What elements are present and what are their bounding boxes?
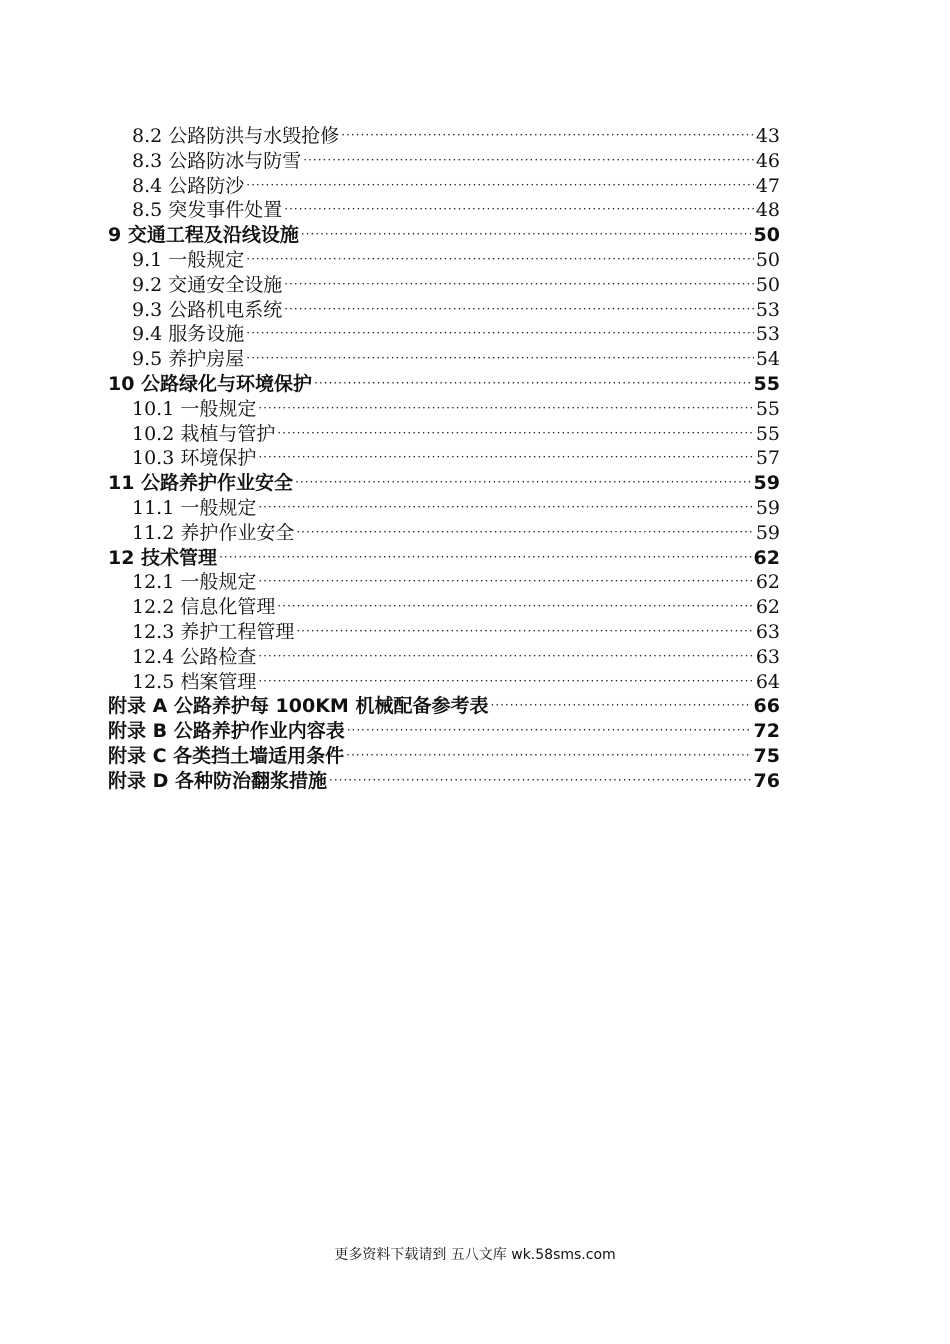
toc-page-number: 63 [755,620,780,643]
toc-leader-dots [303,148,754,173]
toc-entry-title: 12.1 一般规定 [132,571,257,594]
toc-chapter-entry[interactable] [108,546,780,571]
toc-leader-dots [246,247,754,272]
toc-chapter-entry[interactable] [108,223,780,248]
toc-leader-dots [277,594,753,619]
toc-chapter-entry[interactable] [108,769,780,794]
toc-section-entry[interactable] [108,496,780,521]
toc-page-number: 47 [755,174,780,197]
toc-leader-dots [346,743,751,768]
toc-page-number: 55 [755,397,780,420]
toc-page-number: 62 [753,546,780,569]
toc-page-number: 54 [755,348,780,371]
toc-entry-title: 附录 D 各种防治翻浆措施 [108,769,328,792]
toc-entry-title: 11.1 一般规定 [132,496,257,519]
toc-entry-title: 10 公路绿化与环境保护 [108,372,313,395]
toc-section-entry[interactable] [108,570,780,595]
toc-entry-title: 10.1 一般规定 [132,397,257,420]
toc-entry-title: 8.4 公路防沙 [132,174,245,197]
toc-leader-dots [284,197,754,222]
toc-entry-title: 10.3 环境保护 [132,447,257,470]
toc-chapter-entry[interactable] [108,719,780,744]
toc-entry-title: 附录 A 公路养护每 100KM 机械配备参考表 [108,695,489,718]
toc-leader-dots [347,718,752,743]
toc-page-number: 53 [755,298,780,321]
toc-entry-title: 8.5 突发事件处置 [132,199,283,222]
toc-page-number: 75 [753,744,780,767]
toc-section-entry[interactable] [108,322,780,347]
toc-entry-title: 12.3 养护工程管理 [132,620,295,643]
toc-page-number: 53 [755,323,780,346]
toc-entry-title: 9.2 交通安全设施 [132,273,283,296]
toc-leader-dots [301,222,752,247]
toc-section-entry[interactable] [108,124,780,149]
toc-section-entry[interactable] [108,422,780,447]
toc-leader-dots [296,520,753,545]
toc-section-entry[interactable] [108,174,780,199]
toc-entry-title: 附录 B 公路养护作业内容表 [108,720,345,743]
toc-leader-dots [284,297,754,322]
toc-page-number: 50 [753,224,780,247]
toc-entry-title: 9.5 养护房屋 [132,348,245,371]
toc-section-entry[interactable] [108,521,780,546]
toc-chapter-entry[interactable] [108,471,780,496]
toc-chapter-entry[interactable] [108,744,780,769]
toc-leader-dots [277,421,753,446]
toc-section-entry[interactable] [108,397,780,422]
toc-leader-dots [296,619,753,644]
toc-entry-title: 12.2 信息化管理 [132,596,276,619]
toc-page-number: 66 [753,695,780,718]
toc-leader-dots [341,123,754,148]
toc-leader-dots [258,445,753,470]
toc-page-number: 48 [755,199,780,222]
toc-page-number: 50 [755,273,780,296]
toc-leader-dots [258,569,753,594]
toc-page-number: 59 [755,521,780,544]
toc-leader-dots [258,644,753,669]
toc-section-entry[interactable] [108,273,780,298]
toc-page-number: 76 [753,769,780,792]
toc-entry-title: 12 技术管理 [108,546,218,569]
toc-section-entry[interactable] [108,620,780,645]
toc-page-number: 57 [755,447,780,470]
toc-entry-title: 9.3 公路机电系统 [132,298,283,321]
toc-page-number: 62 [755,571,780,594]
toc-entry-title: 9.4 服务设施 [132,323,245,346]
toc-section-entry[interactable] [108,248,780,273]
toc-chapter-entry[interactable] [108,372,780,397]
toc-leader-dots [258,396,753,421]
toc-entry-title: 11 公路养护作业安全 [108,472,294,495]
toc-page-number: 43 [755,125,780,147]
toc-section-entry[interactable] [108,298,780,323]
toc-leader-dots [246,173,754,198]
toc-page-number: 50 [755,248,780,271]
toc-section-entry[interactable] [108,670,780,695]
toc-page-number: 64 [755,670,780,693]
toc-page-number: 59 [755,496,780,519]
toc-leader-dots [219,545,751,570]
toc-leader-dots [490,693,751,718]
toc-entry-title: 8.2 公路防洪与水毁抢修 [132,125,340,147]
table-of-contents [108,124,780,794]
toc-section-entry[interactable] [108,645,780,670]
toc-leader-dots [314,371,751,396]
toc-entry-title: 11.2 养护作业安全 [132,521,295,544]
toc-section-entry[interactable] [108,446,780,471]
toc-leader-dots [258,495,753,520]
page-footer: 更多资料下载请到 五八文库 wk.58sms.com [334,1247,616,1263]
toc-page-number: 59 [753,472,780,495]
toc-entry-title: 12.4 公路检查 [132,645,257,668]
toc-entry-title: 附录 C 各类挡土墙适用条件 [108,744,345,767]
toc-leader-dots [284,272,754,297]
toc-leader-dots [246,321,754,346]
toc-section-entry[interactable] [108,347,780,372]
toc-entry-title: 10.2 栽植与管护 [132,422,276,445]
toc-leader-dots [295,470,751,495]
toc-page-number: 72 [753,720,780,743]
toc-section-entry[interactable] [108,198,780,223]
toc-entry-title: 12.5 档案管理 [132,670,257,693]
toc-page-number: 46 [755,149,780,172]
toc-leader-dots [246,346,754,371]
toc-entry-title: 8.3 公路防冰与防雪 [132,149,302,172]
toc-entry-title: 9 交通工程及沿线设施 [108,224,299,247]
toc-entry-title: 9.1 一般规定 [132,248,245,271]
toc-page-number: 55 [755,422,780,445]
toc-page-number: 62 [755,596,780,619]
toc-section-entry[interactable] [108,595,780,620]
toc-leader-dots [258,669,753,694]
toc-chapter-entry[interactable] [108,694,780,719]
toc-leader-dots [329,768,752,793]
toc-section-entry[interactable] [108,149,780,174]
toc-page-number: 55 [753,372,780,395]
toc-page-number: 63 [755,645,780,668]
